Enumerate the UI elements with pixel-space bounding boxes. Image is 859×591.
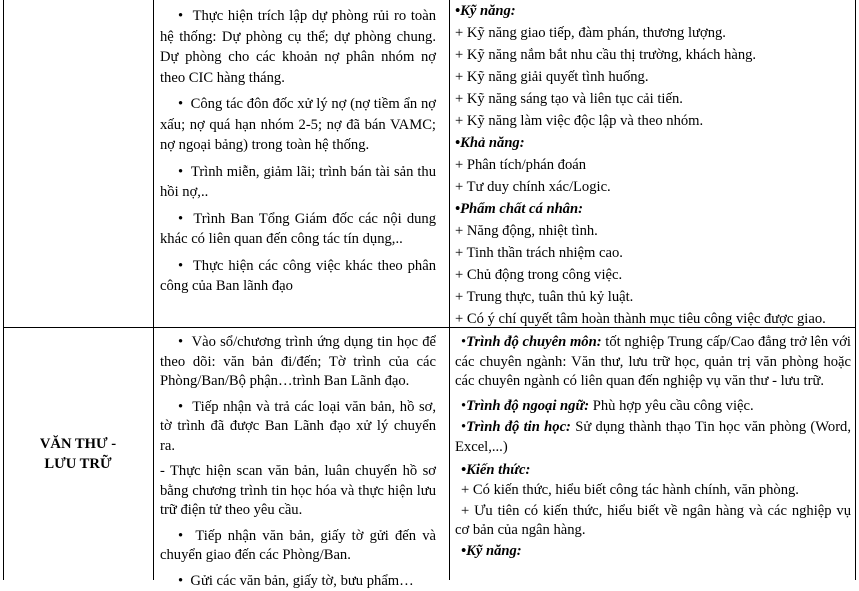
column-divider-1 bbox=[153, 0, 154, 580]
ability-item: + Phân tích/phán đoán bbox=[455, 154, 851, 176]
skill-item: + Kỹ năng giải quyết tình huống. bbox=[455, 66, 851, 88]
table-border-right bbox=[855, 0, 856, 580]
position-label-line2: LƯU TRỮ bbox=[3, 454, 153, 474]
quality-item: + Tinh thần trách nhiệm cao. bbox=[455, 242, 851, 264]
quality-item: + Trung thực, tuân thủ kỷ luật. bbox=[455, 286, 851, 308]
row1-requirements-cell bbox=[455, 0, 851, 330]
quality-item: + Có ý chí quyết tâm hoàn thành mục tiêu công việc được giao. bbox=[455, 308, 851, 330]
duty-item: • Tiếp nhận và trả các loại văn bản, hồ sơ, tờ trình đã được Ban Lãnh đạo xử lý chuyển ra. bbox=[160, 398, 436, 457]
skill-item: + Kỹ năng làm việc độc lập và theo nhóm. bbox=[455, 110, 851, 132]
row2-duties-cell bbox=[160, 333, 436, 591]
it-level: •Trình độ tin học: Sử dụng thành thạo Tin học văn phòng (Word, Excel,...) bbox=[455, 418, 851, 457]
professional-level: •Trình độ chuyên môn: tốt nghiệp Trung cấp/Cao đẳng trở lên với các chuyên ngành: Văn thư, lưu trữ học, quản trị văn phòng hoặc các chuyên ngành có liên quan đến nghiệp vụ văn thư - lưu trữ. bbox=[455, 333, 851, 392]
duty-item: • Tiếp nhận văn bản, giấy tờ gửi đến và chuyển giao đến các Phòng/Ban. bbox=[160, 527, 436, 566]
knowledge-item: + Có kiến thức, hiểu biết công tác hành chính, văn phòng. bbox=[455, 481, 851, 501]
duty-item: • Thực hiện các công việc khác theo phân công của Ban lãnh đạo bbox=[160, 256, 436, 297]
skill-item: + Kỹ năng nắm bắt nhu cầu thị trường, khách hàng. bbox=[455, 44, 851, 66]
row2-requirements-cell bbox=[455, 333, 851, 561]
knowledge-item: + Ưu tiên có kiến thức, hiểu biết về ngân hàng và các nghiệp vụ cơ bản của ngân hàng. bbox=[455, 502, 851, 541]
duty-item: • Công tác đôn đốc xử lý nợ (nợ tiềm ẩn nợ xấu; nợ quá hạn nhóm 2-5; nợ đã bán VAMC; nợ ngoại bảng) trong toàn hệ thống. bbox=[160, 94, 436, 156]
duty-item: - Thực hiện scan văn bản, luân chuyển hồ sơ bằng chương trình tin học hóa và thực hiện lưu trữ điện tử theo yêu cầu. bbox=[160, 462, 436, 521]
duty-item: • Vào sổ/chương trình ứng dụng tin học để theo dõi: văn bản đi/đến; Tờ trình của các Phòng/Ban/Bộ phận…trình Ban Lãnh đạo. bbox=[160, 333, 436, 392]
duty-item: • Trình miễn, giảm lãi; trình bán tài sản thu hồi nợ,.. bbox=[160, 162, 436, 203]
skill-item: + Kỹ năng giao tiếp, đàm phán, thương lượng. bbox=[455, 22, 851, 44]
ability-item: + Tư duy chính xác/Logic. bbox=[455, 176, 851, 198]
column-divider-2 bbox=[449, 0, 450, 580]
position-label-line1: VĂN THƯ - bbox=[3, 434, 153, 454]
duty-item: • Gửi các văn bản, giấy tờ, bưu phẩm… bbox=[160, 572, 436, 591]
quality-item: + Chủ động trong công việc. bbox=[455, 264, 851, 286]
skills-heading: •Kỹ năng: bbox=[455, 0, 851, 22]
knowledge-heading: •Kiến thức: bbox=[455, 460, 851, 481]
position-label bbox=[3, 434, 153, 474]
duty-item: • Thực hiện trích lập dự phòng rủi ro toàn hệ thống: Dự phòng cụ thể; dự phòng chung. Dự phòng cho các khoản nợ phân nhóm nợ theo CIC hàng tháng. bbox=[160, 6, 436, 88]
qualities-heading: •Phẩm chất cá nhân: bbox=[455, 198, 851, 220]
skill-item: + Kỹ năng sáng tạo và liên tục cải tiến. bbox=[455, 88, 851, 110]
duty-item: • Trình Ban Tổng Giám đốc các nội dung khác có liên quan đến công tác tín dụng,.. bbox=[160, 209, 436, 250]
skills-heading: •Kỹ năng: bbox=[455, 542, 851, 562]
abilities-heading: •Khả năng: bbox=[455, 132, 851, 154]
row1-duties-cell bbox=[160, 6, 436, 303]
table-border-left bbox=[3, 0, 4, 580]
language-level: •Trình độ ngoại ngữ: Phù hợp yêu cầu công việc. bbox=[455, 397, 851, 417]
quality-item: + Năng động, nhiệt tình. bbox=[455, 220, 851, 242]
